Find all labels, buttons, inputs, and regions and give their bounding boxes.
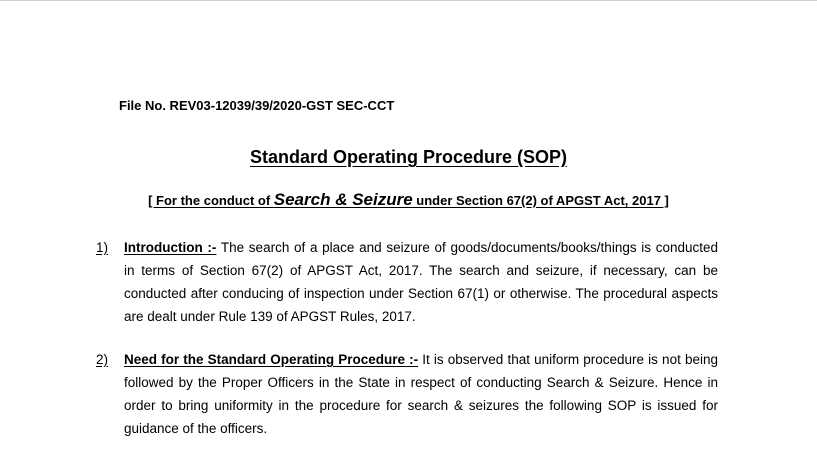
section-heading: Introduction :- (124, 240, 217, 255)
file-number: File No. REV03-12039/39/2020-GST SEC-CCT (119, 98, 395, 113)
section-text: It is observed that uniform procedure is not being followed by the Proper Officers in the State in respect of conducting Search & Seizure. Hence in order to bring uniformity in the procedure for search & seizures the following SOP is issued for guidance of the officers. (124, 352, 718, 436)
section-body (124, 348, 718, 440)
document-title: Standard Operating Procedure (SOP) (249, 147, 568, 167)
section-number: 2) (96, 352, 109, 367)
page-top-border (0, 0, 817, 1)
document-subtitle (0, 190, 817, 210)
section-text: The search of a place and seizure of goods/documents/books/things is conducted in terms of Section 67(2) of APGST Act, 2017. The search and seizure, if necessary, can be conducted after conducing of inspection under Section 67(1) or otherwise. The procedural aspects are dealt under Rule 139 of APGST Rules, 2017. (124, 240, 718, 324)
subtitle-emphasis: Search & Seizure (273, 190, 413, 209)
subtitle-prefix: [ For the conduct of (148, 193, 274, 208)
section-heading: Need for the Standard Operating Procedure :- (124, 352, 419, 367)
section-number: 1) (96, 240, 109, 255)
subtitle-suffix: under Section 67(2) of APGST Act, 2017 ] (412, 193, 669, 208)
section-body (124, 236, 718, 328)
